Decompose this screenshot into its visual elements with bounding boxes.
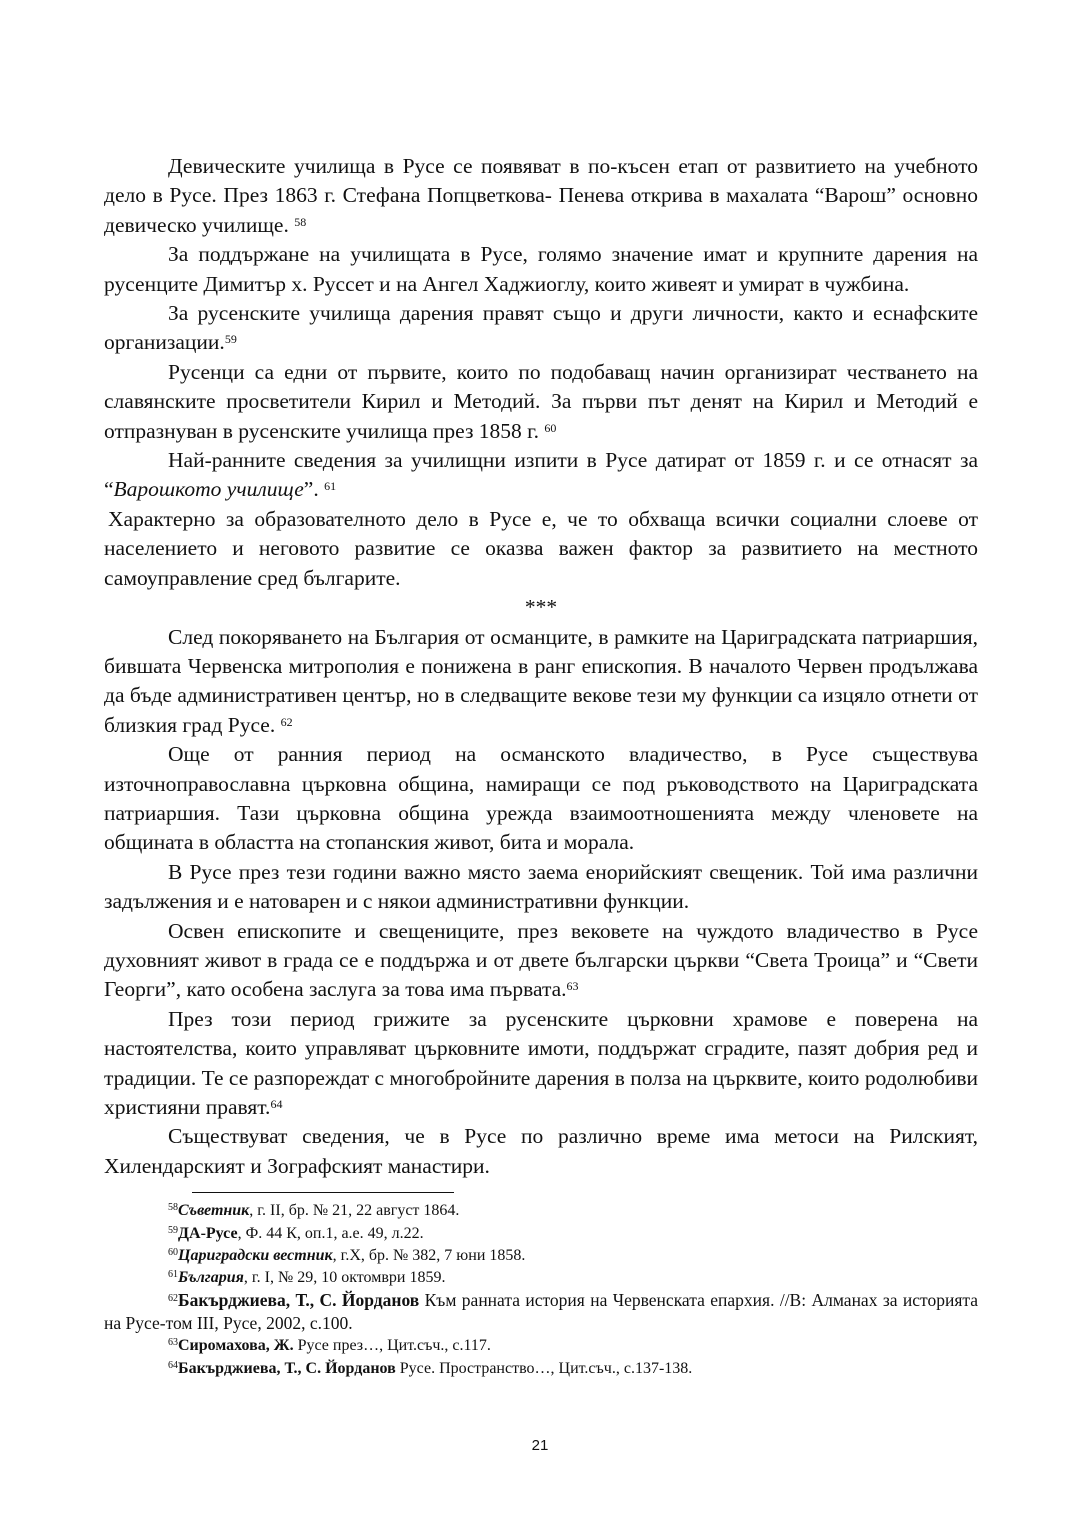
footnote-ref[interactable]: 60	[544, 420, 557, 435]
footnote-ref[interactable]: 63	[566, 979, 579, 994]
footnote-divider	[192, 1192, 454, 1193]
footnote-ref[interactable]: 58	[294, 214, 307, 229]
footnote: $^{59}$ДА-Русе, Ф. 44 К, оп.1, а.е. 49, л.22.	[168, 1224, 424, 1242]
paragraph: Съществуват сведения, че в Русе по различно време има метоси на Рилският, Хилендарският и Зографският манастири.	[104, 1124, 978, 1178]
paragraph: Още от ранния период на османското владичество, в Русе съществува източноправославна църковна община, намиращи се под ръководството на Цариградската патриаршия. Тази църковна община урежда взаимоотношенията между членовете на общината в областта на стопанския живот, бита и морала.	[104, 742, 978, 855]
footnotes	[104, 1200, 978, 1380]
footnote-ref[interactable]: 61	[324, 479, 337, 494]
footnote: $^{62}$Бакърджиева, Т., С. Йорданов Към ранната история на Червенската епархия. //В: Алманах за историята на Русе-том III, Русе, 2002, с.100.	[104, 1290, 978, 1334]
italic-title: Варошкото училище	[113, 477, 304, 502]
paragraph: Русенци са едни от първите, които по подобаващ начин организират честването на славянските просветители Кирил и Методий. За първи път денят на Кирил и Методий е отпразнуван в русенските училища през 1858 г. $^{60}$	[104, 359, 978, 443]
footnote: $^{61}$България, г. I, № 29, 10 октомври 1859.	[168, 1269, 446, 1287]
paragraph: След покоряването на България от османците, в рамките на Цариградската патриаршия, бившата Червенска митрополия е понижена в ранг епископия. В началото Червен продължава да бъде административен център, но в следващите векове тези му функции са изцяло отнети от близкия град Русе. $^{62}$	[104, 624, 978, 737]
section-separator: ***	[524, 595, 558, 620]
footnote: $^{60}$Цариградски вестник, г.Х, бр. № 382, 7 юни 1858.	[168, 1246, 526, 1264]
footnote: $^{64}$Бакърджиева, Т., С. Йорданов Русе. Пространство…, Цит.съч., с.137-138.	[168, 1359, 693, 1377]
paragraph: За поддържане на училищата в Русе, голямо значение имат и крупните дарения на русенците Димитър х. Руссет и на Ангел Хаджиоглу, които живеят и умират в чужбина.	[104, 242, 978, 296]
paragraph: Освен епископите и свещениците, през вековете на чуждото владичество в Русе духовният живот в града се е поддържа и от двете български църкви “Света Троица” и “Свети Георги”, като особена заслуга за това има първата.$^{63}$	[104, 918, 978, 1002]
paragraph: През този период грижите за русенските църковни храмове е поверена на настоятелства, които управляват църковните имоти, поддържат сградите, пазят добрия ред и традиции. Те се разпореждат с многобройните дарения в полза на църквите, които родолюбиви християни правят.$^{64}$	[104, 1006, 978, 1119]
footnote-ref[interactable]: 59	[224, 332, 237, 347]
paragraph: Най-ранните сведения за училищни изпити в Русе датират от 1859 г. и се отнасят за “Варошкото училище”. $^{61}$	[104, 448, 978, 502]
document-page	[104, 152, 978, 1380]
paragraph: За русенските училища дарения правят също и други личности, както и еснафските организации.$^{59}$	[104, 301, 978, 355]
footnote-ref[interactable]: 64	[270, 1097, 283, 1111]
footnote-ref[interactable]: 62	[280, 714, 293, 729]
paragraph: Характерно за образователното дело в Русе е, че то обхваща всички социални слоеве от населението и неговото развитие се оказва важен фактор за развитието на местното самоуправление сред българите.	[104, 506, 978, 590]
page-number: 21	[531, 1437, 549, 1454]
body-text	[104, 152, 978, 1181]
footnote: $^{58}$Съветник, г. II, бр. № 21, 22 август 1864.	[168, 1202, 460, 1220]
footnote: $^{63}$Сиромахова, Ж. Русе през…, Цит.съч., с.117.	[168, 1337, 491, 1355]
paragraph: Девическите училища в Русе се появяват в по-късен етап от развитието на учебното дело в Русе. През 1863 г. Стефана Попцветкова- Пенева открива в махалата “Варош” основно девическо училище. $^{58}$	[104, 154, 978, 237]
paragraph: В Русе през тези години важно място заема енорийският свещеник. Той има различни задължения и е натоварен и с някои административни функции.	[104, 859, 978, 914]
